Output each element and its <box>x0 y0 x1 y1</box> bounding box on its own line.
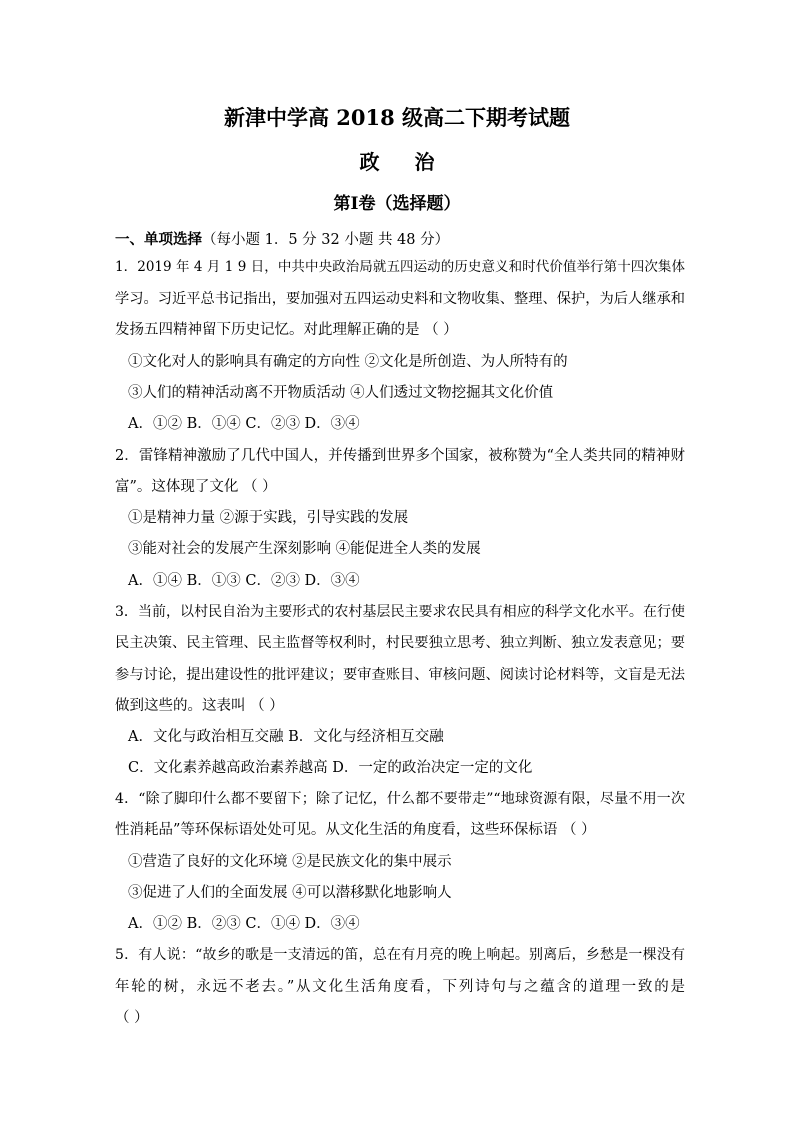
question-3-option-row-1: A．文化与政治相互交融 B．文化与经济相互交融 <box>128 729 444 745</box>
section-heading-label: 一、单项选择 <box>115 231 202 248</box>
question-2-stem-line-2: 富”。这体现了文化 （ ） <box>115 479 277 495</box>
question-5-stem-line-3: （ ） <box>115 1010 149 1026</box>
question-1-statement-1: ①文化对人的影响具有确定的方向性 ②文化是所创造、为人所特有的 <box>128 354 568 370</box>
question-4-stem-line-2: 性消耗品”等环保标语处处可见。从文化生活的角度看，这些环保标语 （ ） <box>115 822 596 838</box>
question-1-options: A．①② B．①④ C．②③ D．③④ <box>128 416 360 432</box>
question-1-stem-line-3: 发扬五四精神留下历史记忆。对此理解正确的是 （ ） <box>115 322 458 338</box>
section-heading <box>115 230 685 250</box>
question-3-stem-line-3: 参与讨论，提出建设性的批评建议；要审查账目、审核问题、阅读讨论材料等，文盲是无法 <box>115 667 686 683</box>
question-3-stem-line-4: 做到这些的。这表叫 （ ） <box>115 698 284 714</box>
question-5-stem-line-2: 年轮的树，永远不老去。”从文化生活角度看，下列诗句与之蕴含的道理一致的是 <box>115 979 685 995</box>
question-3-stem-line-1: 3．当前，以村民自治为主要形式的农村基层民主要求农民具有相应的科学文化水平。在行使 <box>115 604 685 620</box>
question-4-options: A．①② B．②③ C．①④ D．③④ <box>128 916 360 932</box>
subject-title: 政 治 <box>359 150 449 174</box>
section-scoring-note: （每小题 1．5 分 32 小题 共 48 分） <box>202 232 450 248</box>
question-4-stem-line-1: 4．“除了脚印什么都不要留下；除了记忆，什么都不要带走”“地球资源有限，尽量不用一次 <box>115 791 685 807</box>
question-2-statement-2: ③能对社会的发展产生深刻影响 ④能促进全人类的发展 <box>128 541 481 557</box>
question-1-statement-2: ③人们的精神活动离不开物质活动 ④人们透过文物挖掘其文化价值 <box>128 385 554 401</box>
question-3-stem-line-2: 民主决策、民主管理、民主监督等权利时，村民要独立思考、独立判断、独立发表意见；要 <box>115 635 686 651</box>
part-title: 第Ⅰ卷（选择题） <box>333 194 461 214</box>
question-1-stem-line-1: 1．2019 年 4 月 1 9 日，中共中央政治局就五四运动的历史意义和时代价值举行第十四次集体 <box>115 259 685 275</box>
exam-title: 新津中学高 2018 级高二下期考试题 <box>223 105 571 130</box>
question-2-statement-1: ①是精神力量 ②源于实践，引导实践的发展 <box>128 510 409 526</box>
question-2-stem-line-1: 2．雷锋精神激励了几代中国人，并传播到世界多个国家，被称赞为“全人类共同的精神财 <box>115 448 685 464</box>
question-5-stem-line-1: 5．有人说：“故乡的歌是一支清远的笛，总在有月亮的晚上响起。别离后，乡愁是一棵没有 <box>115 947 685 963</box>
question-3-option-row-2: C．文化素养越高政治素养越高 D．一定的政治决定一定的文化 <box>128 760 533 776</box>
question-4-statement-1: ①营造了良好的文化环境 ②是民族文化的集中展示 <box>128 854 452 870</box>
question-4-statement-2: ③促进了人们的全面发展 ④可以潜移默化地影响人 <box>128 885 452 901</box>
question-1-stem-line-2: 学习。习近平总书记指出，要加强对五四运动史料和文物收集、整理、保护，为后人继承和 <box>115 291 686 307</box>
question-2-options: A．①④ B．①③ C．②③ D．③④ <box>128 573 360 589</box>
